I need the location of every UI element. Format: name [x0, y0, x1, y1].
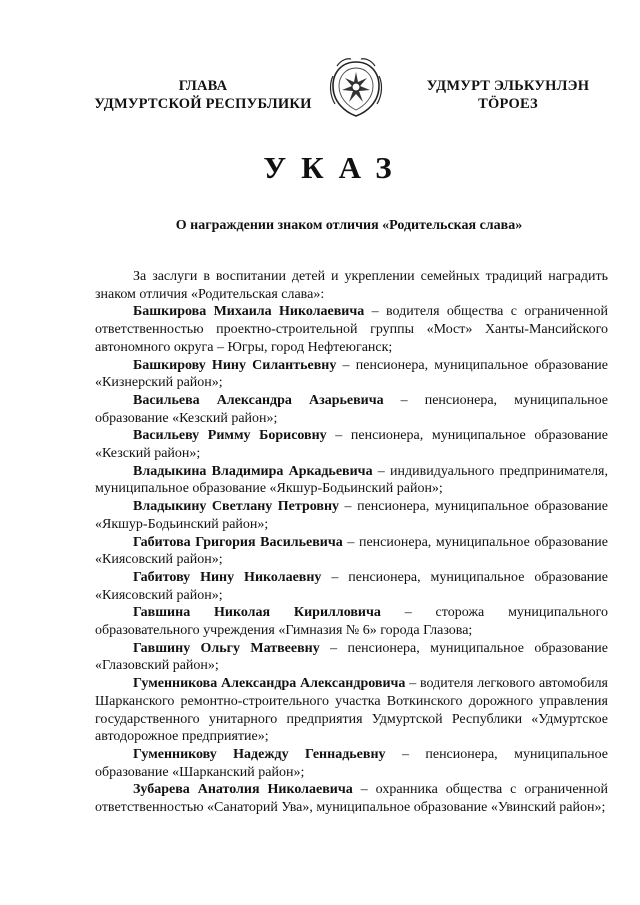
document-title: УКАЗ: [263, 150, 407, 185]
awardee-name: Башкирова Михаила Николаевича: [133, 304, 365, 320]
awardee-description: – водителя общества с ограниченной ответственностью проектно-строительной группы «Мост» Ханты-Мансийского автономного округа – Югры, город Нефтеюганск;: [95, 304, 608, 355]
header-right-line1: УДМУРТ ЭЛЬКУНЛЭН: [426, 78, 590, 94]
awardee-name: Габитова Григория Васильевича: [133, 534, 343, 550]
awardee-paragraph: [95, 463, 608, 498]
awardee-name: Васильева Александра Азарьевича: [133, 392, 384, 408]
awardee-description: – пенсионера, муниципальное образование «Кезский район»;: [95, 428, 608, 462]
header-left: [88, 77, 318, 113]
awardee-description: – пенсионера, муниципальное образование «Кезский район»;: [95, 392, 608, 426]
awardee-description: – пенсионера, муниципальное образование «Глазовский район»;: [95, 640, 608, 674]
awardee-paragraph: [95, 640, 608, 675]
awardee-paragraph: [95, 534, 608, 569]
awardee-description: – водителя легкового автомобиля Шарканского ремонтно-строительного участка Воткинского дорожного управления государственного унитарного предприятия Удмуртской Республики «Удмуртское автодорожное предприятие»;: [95, 676, 608, 745]
awardee-description: – охранника общества с ограниченной ответственностью «Санаторий Ува», муниципальное образование «Увинский район»;: [95, 782, 609, 816]
awardee-paragraph: [95, 303, 608, 356]
awardee-name: Васильеву Римму Борисовну: [133, 428, 327, 444]
awardee-name: Гавшина Николая Кирилловича: [133, 605, 381, 621]
awardee-name: Зубарева Анатолия Николаевича: [133, 782, 353, 798]
document-subject: О награждении знаком отличия «Родительская слава»: [175, 218, 523, 233]
awardee-paragraph: [95, 498, 608, 533]
awardee-description: – пенсионера, муниципальное образование «Шарканский район»;: [95, 746, 609, 780]
header-left-line1: ГЛАВА: [178, 78, 228, 94]
awardee-paragraph: [95, 392, 608, 427]
header-right-line2: ТӦРОЕЗ: [478, 96, 538, 112]
awardee-paragraph: [95, 675, 608, 746]
awardee-description: – сторожа муниципального образовательного учреждения «Гимназия № 6» города Глазова;: [95, 605, 608, 639]
awardee-paragraph: [95, 569, 608, 604]
awardee-paragraph: [95, 781, 608, 816]
awardee-list: [95, 303, 608, 816]
awardee-paragraph: [95, 427, 608, 462]
awardee-name: Гуменникова Александра Александровича: [133, 676, 406, 692]
header-left-line2: УДМУРТСКОЙ РЕСПУБЛИКИ: [94, 96, 312, 112]
document-body: [95, 268, 608, 817]
awardee-paragraph: [95, 357, 608, 392]
awardee-description: – индивидуального предпринимателя, муниципальное образование «Якшур-Бодьинский район»;: [95, 463, 608, 497]
awardee-paragraph: [95, 604, 608, 639]
awardee-name: Башкирову Нину Силантьевну: [133, 357, 337, 373]
awardee-paragraph: [95, 746, 608, 781]
header-right: [408, 77, 608, 113]
awardee-name: Гавшину Ольгу Матвеевну: [133, 640, 320, 656]
awardee-description: – пенсионера, муниципальное образование «Кизнерский район»;: [95, 357, 608, 391]
awardee-name: Владыкину Светлану Петровну: [133, 499, 340, 515]
awardee-description: – пенсионера, муниципальное образование «Якшур-Бодьинский район»;: [95, 499, 608, 532]
awardee-name: Гуменникову Надежду Геннадьевну: [133, 746, 386, 762]
awardee-name: Владыкина Владимира Аркадьевича: [133, 463, 373, 479]
awardee-description: – пенсионера, муниципальное образование «Киясовский район»;: [95, 534, 608, 568]
intro-paragraph: За заслуги в воспитании детей и укреплении семейных традиций наградить знаком отличия «Родительская слава»:: [95, 269, 608, 302]
awardee-name: Габитову Нину Николаевну: [133, 569, 322, 585]
udmurtia-coat-of-arms-icon: [327, 56, 385, 118]
awardee-description: – пенсионера, муниципальное образование «Киясовский район»;: [95, 569, 608, 603]
